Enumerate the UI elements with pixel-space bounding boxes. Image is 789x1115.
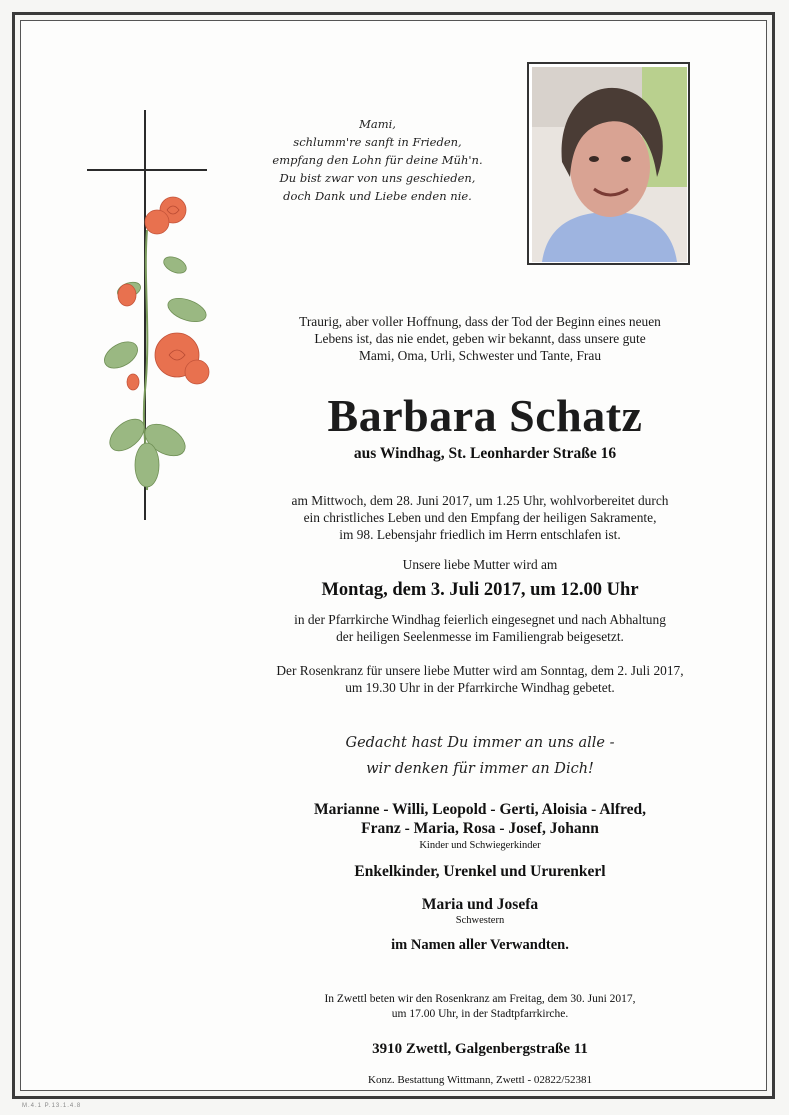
poem <box>245 115 510 205</box>
children-caption: Kinder und Schwiegerkinder <box>419 840 541 851</box>
quote-line: Gedacht hast Du immer an uns alle - <box>345 735 615 751</box>
children-line: Franz - Maria, Rosa - Josef, Johann <box>361 820 599 837</box>
children-names <box>235 800 725 838</box>
death-notice <box>235 492 725 543</box>
portrait-image <box>532 67 687 262</box>
rosary-line: Der Rosenkranz für unsere liebe Mutter wird am Sonntag, dem 2. Juli 2017, <box>276 663 684 678</box>
deceased-name: Barbara Schatz <box>327 390 643 441</box>
funeral-details <box>235 611 725 645</box>
children-line: Marianne - Willi, Leopold - Gerti, Aloisia - Alfred, <box>314 801 646 818</box>
funeral-details-line: der heiligen Seelenmesse im Familiengrab beigesetzt. <box>336 629 624 644</box>
death-notice-line: am Mittwoch, dem 28. Juni 2017, um 1.25 Uhr, wohlvorbereitet durch <box>291 493 669 508</box>
print-mark: M.4.1 P.13.1.4.8 <box>22 1103 82 1109</box>
intro-line: Mami, Oma, Urli, Schwester und Tante, Frau <box>358 348 602 363</box>
deceased-address: aus Windhag, St. Leonharder Straße 16 <box>353 445 617 462</box>
quote-line: wir denken für immer an Dich! <box>366 761 594 777</box>
funeral-details-line: in der Pfarrkirche Windhag feierlich eingesegnet und nach Abhaltung <box>294 612 666 627</box>
contact-address: 3910 Zwettl, Galgenbergstraße 11 <box>372 1041 588 1057</box>
zwettl-rosary-line: In Zwettl beten wir den Rosenkranz am Freitag, dem 30. Juni 2017, <box>324 993 636 1005</box>
intro-line: Lebens ist, das nie endet, geben wir bekannt, dass unsere gute <box>314 331 646 346</box>
funeral-date: Montag, dem 3. Juli 2017, um 12.00 Uhr <box>321 580 639 600</box>
portrait-photo <box>527 62 690 265</box>
poem-line: schlumm're sanft in Frieden, <box>293 135 462 149</box>
sisters-names: Maria und Josefa <box>421 896 539 913</box>
zwettl-rosary <box>235 992 725 1022</box>
relatives-line: im Namen aller Verwandten. <box>391 937 569 953</box>
death-notice-line: im 98. Lebensjahr friedlich im Herrn entschlafen ist. <box>339 527 621 542</box>
cross-with-roses-decoration <box>85 110 235 525</box>
rosary-notice <box>235 662 725 696</box>
rosary-line: um 19.30 Uhr in der Pfarrkirche Windhag gebetet. <box>345 680 615 695</box>
cross-icon <box>85 110 235 525</box>
poem-line: empfang den Lohn für deine Müh'n. <box>272 153 483 167</box>
memorial-quote <box>235 730 725 782</box>
funeral-intro: Unsere liebe Mutter wird am <box>402 557 558 572</box>
intro-line: Traurig, aber voller Hoffnung, dass der Tod der Beginn eines neuen <box>299 314 661 329</box>
grandchildren: Enkelkinder, Urenkel und Ururenkerl <box>354 863 606 880</box>
poem-line: Mami, <box>359 117 396 131</box>
undertaker-info: Konz. Bestattung Wittmann, Zwettl - 02822/52381 <box>368 1074 592 1086</box>
intro-text <box>235 313 725 364</box>
poem-line: Du bist zwar von uns geschieden, <box>279 171 476 185</box>
sisters-caption: Schwestern <box>455 915 505 926</box>
poem-line: doch Dank und Liebe enden nie. <box>283 189 472 203</box>
zwettl-rosary-line: um 17.00 Uhr, in der Stadtpfarrkirche. <box>391 1008 569 1020</box>
death-notice-line: ein christliches Leben und den Empfang der heiligen Sakramente, <box>303 510 657 525</box>
